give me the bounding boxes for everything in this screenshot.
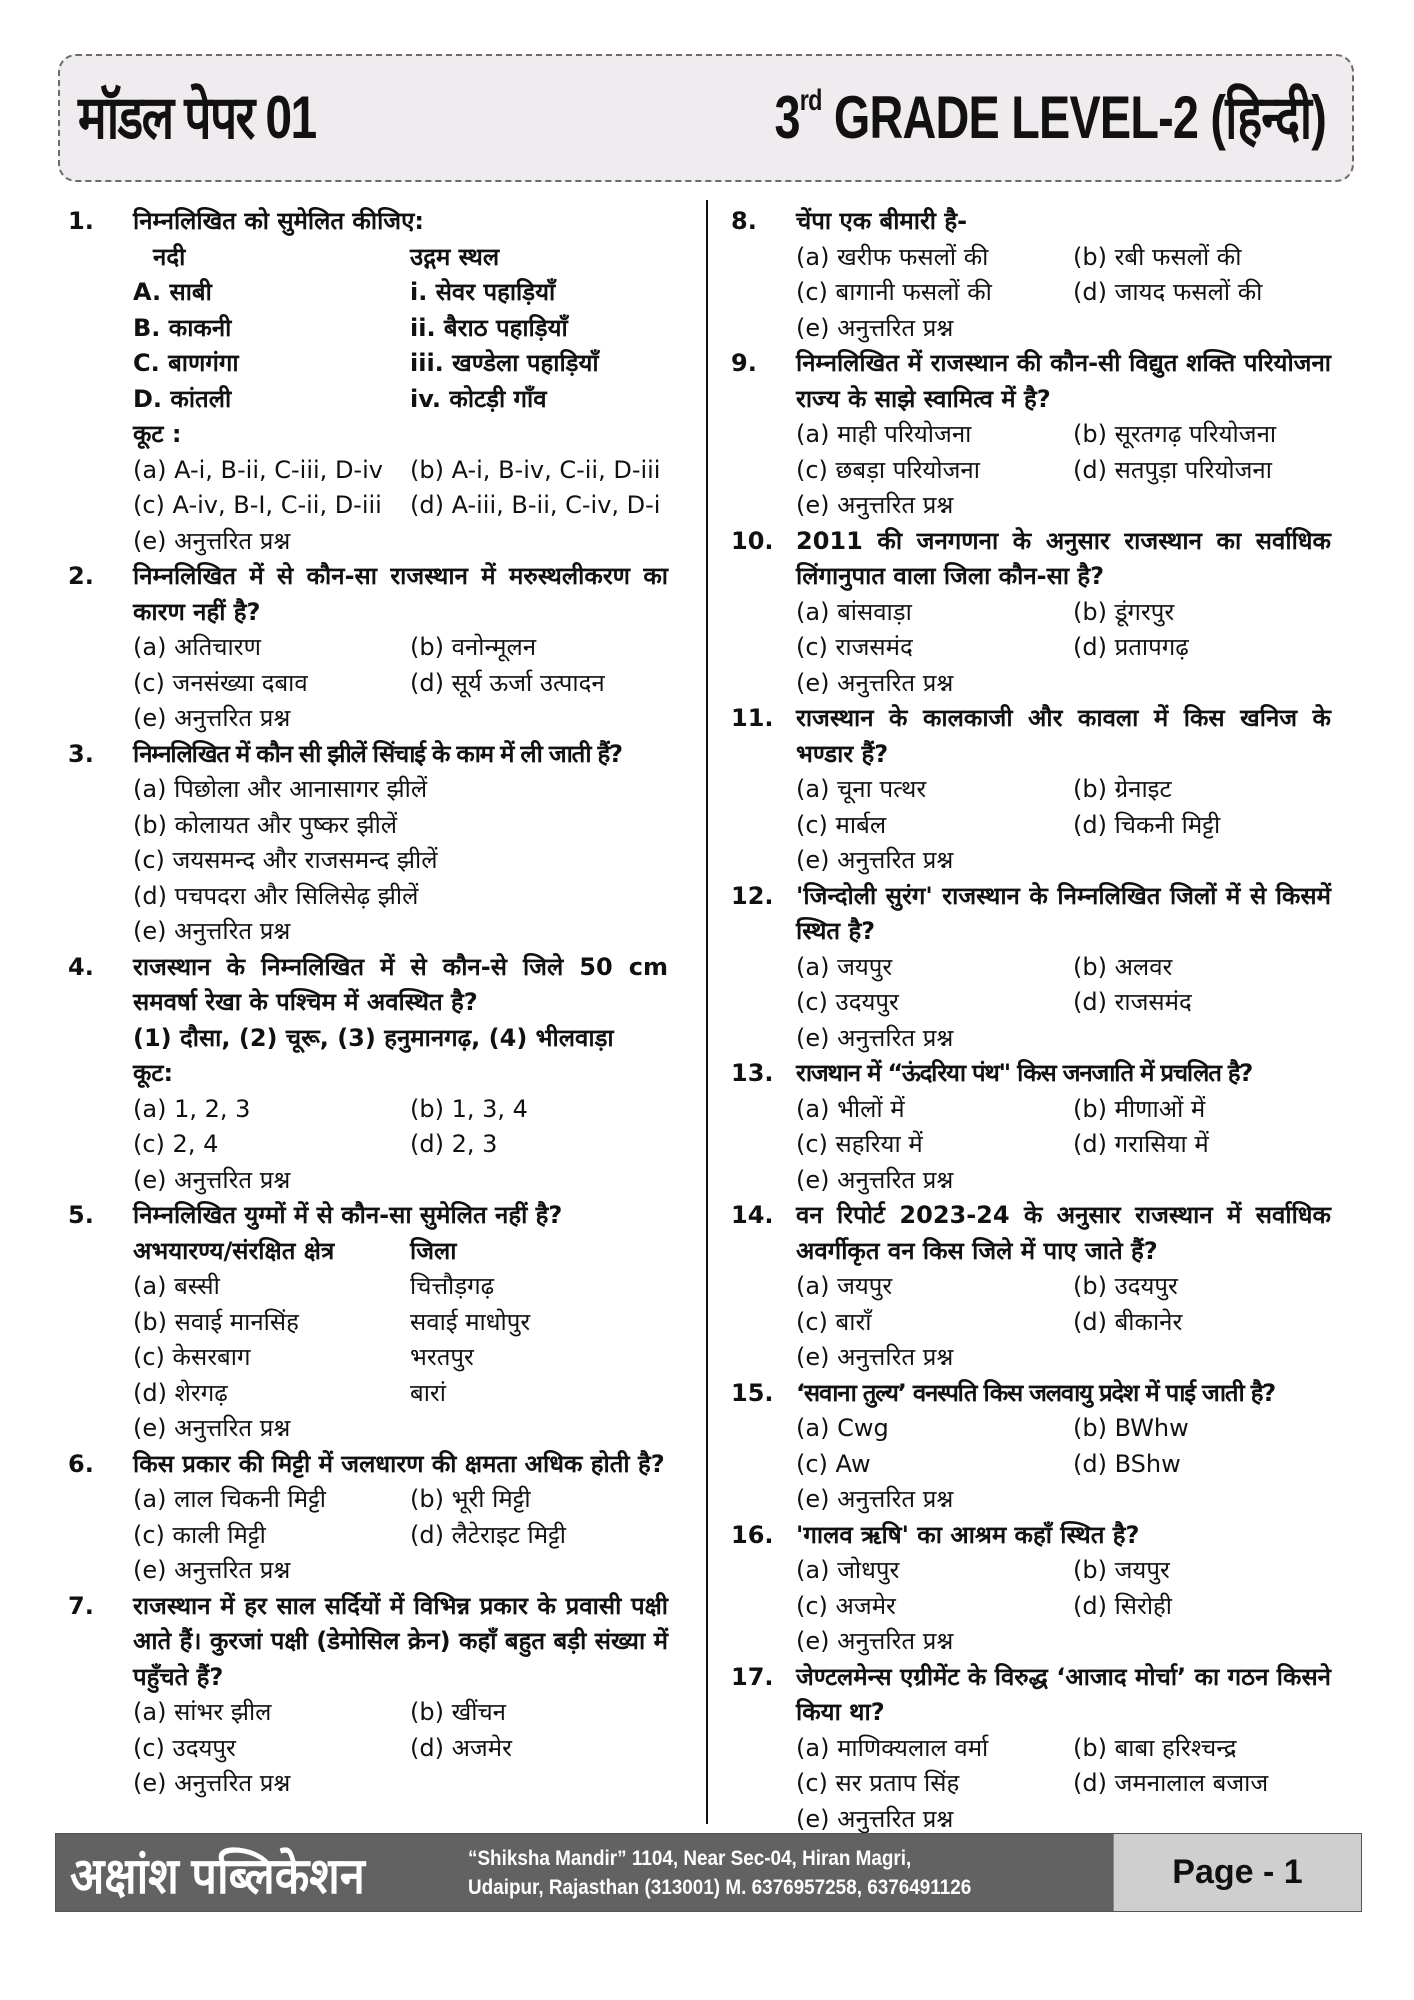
column-header: अभयारण्य/संरक्षित क्षेत्र	[133, 1236, 335, 1265]
option-a[interactable]: (a) A-i, B-ii, C-iii, D-iv	[133, 455, 383, 484]
question-13	[731, 1056, 1331, 1198]
page-footer	[55, 1833, 1362, 1912]
option-e[interactable]: (e) अनुत्तरित प्रश्न	[796, 1165, 954, 1194]
question-12	[731, 879, 1331, 1057]
left-column	[68, 204, 668, 1802]
match-row	[68, 275, 668, 311]
question-text: निम्नलिखित में से कौन-सा राजस्थान में मरुस्थलीकरण का कारण नहीं है?	[133, 562, 668, 626]
option-c[interactable]: (c) सहरिया में	[796, 1130, 923, 1158]
address-line-1: “Shiksha Mandir” 1104, Near Sec-04, Hiran Magri,	[468, 1847, 912, 1870]
option-e[interactable]: (e) अनुत्तरित प्रश्न	[796, 491, 954, 519]
question-number: 12.	[731, 881, 774, 910]
option-c[interactable]: (c) बाराँ	[796, 1307, 872, 1336]
question-number: 5.	[68, 1201, 94, 1229]
question-number: 3.	[68, 739, 94, 768]
page-number: Page - 1	[1113, 1834, 1361, 1911]
question-number: 16.	[731, 1520, 774, 1549]
match-right: iv. कोटड़ी गाँव	[410, 384, 547, 413]
option-d[interactable]: (d) लैटेराइट मिट्टी	[410, 1520, 567, 1549]
option-b[interactable]: (b) उदयपुर	[1073, 1272, 1178, 1300]
option-c[interactable]: (c) जयसमन्द और राजसमन्द झीलें	[133, 846, 438, 874]
question-text: राजथान में “ऊंदरिया पंथ" किस जनजाति में प्रचलित है?	[796, 1059, 1253, 1087]
question-text: निम्नलिखित में राजस्थान की कौन-सी विद्युत शक्ति परियोजना राज्य के साझे स्वामित्व में है?	[796, 349, 1331, 413]
option-b[interactable]: (b) 1, 3, 4	[410, 1094, 528, 1123]
question-text: 'जिन्दोली सुरंग' राजस्थान के निम्नलिखित जिलों में से किसमें स्थित है?	[796, 881, 1331, 945]
question-16	[731, 1518, 1331, 1660]
question-2	[68, 559, 668, 737]
pair-left: (d) शेरगढ़	[133, 1378, 228, 1407]
pair-right: बारां	[410, 1378, 446, 1407]
question-8	[731, 204, 1331, 346]
question-number: 10.	[731, 526, 774, 555]
option-a[interactable]: (a) माही परियोजना	[796, 420, 972, 448]
question-text: 'गालव ऋषि' का आश्रम कहाँ स्थित है?	[796, 1520, 1140, 1549]
option-a[interactable]: (a) जयपुर	[796, 952, 893, 981]
option-d[interactable]: (d) जमनालाल बजाज	[1073, 1769, 1269, 1797]
option-d[interactable]	[68, 1376, 668, 1412]
option-a[interactable]: (a) माणिक्यलाल वर्मा	[796, 1733, 989, 1762]
column-header: जिला	[410, 1236, 457, 1265]
match-left: D. कांतली	[133, 384, 232, 413]
option-a[interactable]: (a) पिछोला और आनासागर झीलें	[133, 775, 428, 803]
option-d[interactable]: (d) BShw	[1073, 1449, 1181, 1478]
grade-level-label: GRADE LEVEL-2 (हिन्दी)	[821, 84, 1326, 151]
option-c[interactable]: (c) उदयपुर	[133, 1733, 236, 1762]
option-e[interactable]: (e) अनुत्तरित प्रश्न	[133, 1769, 291, 1797]
option-a[interactable]: (a) बांसवाड़ा	[796, 597, 912, 626]
match-right: iii. खण्डेला पहाड़ियाँ	[410, 349, 599, 377]
match-row	[68, 346, 668, 382]
option-a[interactable]: (a) Cwg	[796, 1414, 889, 1442]
question-text: राजस्थान के निम्नलिखित में से कौन-से जिले 50 cm समवर्षा रेखा के पश्चिम में अवस्थित है?	[133, 952, 668, 1016]
publisher-logo: अक्षांश पब्लिकेशन	[70, 1848, 365, 1904]
option-d[interactable]: (d) चिकनी मिट्टी	[1073, 810, 1221, 839]
option-c[interactable]: (c) A-iv, B-I, C-ii, D-iii	[133, 491, 382, 519]
option-b[interactable]: (b) सूरतगढ़ परियोजना	[1073, 420, 1277, 448]
question-number: 14.	[731, 1201, 774, 1229]
pair-left: (b) सवाई मानसिंह	[133, 1307, 299, 1336]
grade-title	[774, 74, 1326, 156]
question-number: 7.	[68, 1591, 94, 1620]
option-d[interactable]: (d) राजसमंद	[1073, 988, 1192, 1016]
pair-left: (c) केसरबाग	[133, 1343, 251, 1371]
match-row	[68, 382, 668, 418]
question-14	[731, 1198, 1331, 1376]
question-number: 4.	[68, 952, 94, 981]
option-b[interactable]: (b) A-i, B-iv, C-ii, D-iii	[410, 455, 661, 484]
option-a[interactable]: (a) जोधपुर	[796, 1556, 900, 1584]
option-c[interactable]: (c) जनसंख्या दबाव	[133, 668, 308, 697]
pair-right: सवाई माधोपुर	[410, 1307, 531, 1336]
question-10	[731, 524, 1331, 702]
column-divider	[706, 200, 708, 1824]
option-e[interactable]: (e) अनुत्तरित प्रश्न	[133, 1165, 291, 1194]
right-column	[731, 204, 1331, 1837]
question-1	[68, 204, 668, 559]
option-a[interactable]: (a) भीलों में	[796, 1094, 905, 1123]
option-d[interactable]: (d) बीकानेर	[1073, 1307, 1183, 1336]
question-text: 2011 की जनगणना के अनुसार राजस्थान का सर्वाधिक लिंगानुपात वाला जिला कौन-सा है?	[796, 526, 1331, 590]
question-text: निम्नलिखित को सुमेलित कीजिए:	[133, 207, 424, 235]
option-c[interactable]: (c) छबड़ा परियोजना	[796, 455, 980, 484]
option-b[interactable]: (b) कोलायत और पुष्कर झीलें	[133, 810, 398, 839]
option-e[interactable]: (e) अनुत्तरित प्रश्न	[796, 313, 954, 342]
option-e[interactable]: (e) अनुत्तरित प्रश्न	[796, 1485, 954, 1513]
option-c[interactable]: (c) उदयपुर	[796, 988, 899, 1016]
option-d[interactable]: (d) पचपदरा और सिलिसेढ़ झीलें	[133, 881, 419, 910]
option-d[interactable]: (d) 2, 3	[410, 1130, 498, 1158]
question-text: चेंपा एक बीमारी है-	[796, 207, 968, 235]
question-4	[68, 950, 668, 1199]
option-a[interactable]: (a) अतिचारण	[133, 633, 261, 661]
option-a[interactable]: (a) 1, 2, 3	[133, 1094, 251, 1123]
option-e[interactable]: (e) अनुत्तरित प्रश्न	[796, 1023, 954, 1052]
option-d[interactable]: (d) जायद फसलों की	[1073, 278, 1263, 306]
option-e[interactable]: (e) अनुत्तरित प्रश्न	[796, 668, 954, 697]
grade-suffix: rd	[799, 84, 822, 117]
option-c[interactable]: (c) सर प्रताप सिंह	[796, 1769, 960, 1797]
option-c[interactable]: (c) राजसमंद	[796, 633, 913, 661]
question-number: 17.	[731, 1662, 774, 1691]
option-b[interactable]: (b) ग्रेनाइट	[1073, 775, 1172, 803]
option-e[interactable]: (e) अनुत्तरित प्रश्न	[133, 1414, 291, 1442]
question-number: 8.	[731, 207, 757, 235]
publisher-address	[468, 1844, 971, 1902]
question-7	[68, 1589, 668, 1802]
option-d[interactable]: (d) सूर्य ऊर्जा उत्पादन	[410, 668, 605, 697]
option-e[interactable]: (e) अनुत्तरित प्रश्न	[133, 917, 291, 945]
option-e[interactable]: (e) अनुत्तरित प्रश्न	[133, 1556, 291, 1584]
match-right: i. सेवर पहाड़ियाँ	[410, 278, 556, 306]
question-text: निम्नलिखित में कौन सी झीलें सिंचाई के काम में ली जाती हैं?	[133, 739, 622, 768]
match-right: ii. बैराठ पहाड़ियाँ	[410, 313, 568, 342]
question-15	[731, 1376, 1331, 1518]
question-text: जेण्टलमेन्स एग्रीमेंट के विरुद्ध ‘आजाद मोर्चा’ का गठन किसने किया था?	[796, 1662, 1331, 1726]
option-b[interactable]	[68, 1305, 668, 1341]
option-d[interactable]: (d) A-iii, B-ii, C-iv, D-i	[410, 491, 661, 519]
question-number: 2.	[68, 562, 94, 590]
question-text: किस प्रकार की मिट्टी में जलधारण की क्षमता अधिक होती है?	[133, 1449, 665, 1478]
column-header: नदी	[153, 242, 186, 271]
option-c[interactable]: (c) अजमेर	[796, 1591, 896, 1620]
option-b[interactable]: (b) डूंगरपुर	[1073, 597, 1175, 626]
match-left: C. बाणगंगा	[133, 349, 239, 377]
option-e[interactable]: (e) अनुत्तरित प्रश्न	[796, 1804, 954, 1833]
question-text: निम्नलिखित युग्मों में से कौन-सा सुमेलित नहीं है?	[133, 1201, 563, 1229]
option-b[interactable]: (b) अलवर	[1073, 952, 1173, 981]
question-text: राजस्थान में हर साल सर्दियों में विभिन्न प्रकार के प्रवासी पक्षी आते हैं। कुरजां पक्षी (डेमोसिल क्रेन) कहाँ बहुत बड़ी संख्या में पहुँचते हैं?	[133, 1591, 668, 1691]
question-number: 15.	[731, 1378, 774, 1407]
question-number: 1.	[68, 207, 94, 235]
question-number: 9.	[731, 349, 757, 377]
match-left: B. काकनी	[133, 313, 232, 342]
question-text: ‘सवाना तुल्य’ वनस्पति किस जलवायु प्रदेश में पाई जाती है?	[796, 1378, 1275, 1407]
pair-right: भरतपुर	[410, 1343, 474, 1371]
option-d[interactable]: (d) सिरोही	[1073, 1591, 1173, 1620]
option-d[interactable]: (d) अजमेर	[410, 1733, 512, 1762]
option-c[interactable]: (c) 2, 4	[133, 1130, 219, 1158]
option-a[interactable]: (a) खरीफ फसलों की	[796, 242, 989, 271]
option-b[interactable]: (b) भूरी मिट्टी	[410, 1485, 531, 1513]
option-e[interactable]: (e) अनुत्तरित प्रश्न	[796, 1627, 954, 1655]
paper-title: मॉडल पेपर 01	[78, 84, 316, 151]
option-e[interactable]: (e) अनुत्तरित प्रश्न	[796, 1343, 954, 1371]
question-number: 13.	[731, 1059, 774, 1087]
option-e[interactable]: (e) अनुत्तरित प्रश्न	[796, 846, 954, 874]
question-number: 6.	[68, 1449, 94, 1478]
district-list: (1) दौसा, (2) चूरू, (3) हनुमानगढ़, (4) भीलवाड़ा	[133, 1023, 614, 1052]
option-c[interactable]: (c) Aw	[796, 1449, 871, 1478]
question-5	[68, 1198, 668, 1447]
option-c[interactable]	[68, 1340, 668, 1376]
option-a[interactable]: (a) जयपुर	[796, 1272, 893, 1300]
pair-right: चित्तौड़गढ़	[410, 1272, 495, 1300]
option-b[interactable]: (b) वनोन्मूलन	[410, 633, 537, 661]
option-a[interactable]	[68, 1269, 668, 1305]
option-c[interactable]: (c) काली मिट्टी	[133, 1520, 266, 1549]
option-e[interactable]: (e) अनुत्तरित प्रश्न	[133, 526, 291, 555]
option-d[interactable]: (d) सतपुड़ा परियोजना	[1073, 455, 1272, 484]
option-b[interactable]: (b) मीणाओं में	[1073, 1094, 1206, 1123]
match-header-row	[68, 240, 668, 276]
option-d[interactable]: (d) गरासिया में	[1073, 1130, 1209, 1158]
option-b[interactable]: (b) जयपुर	[1073, 1556, 1170, 1584]
option-a[interactable]: (a) चूना पत्थर	[796, 775, 927, 803]
option-d[interactable]: (d) प्रतापगढ़	[1073, 633, 1189, 661]
option-c[interactable]: (c) मार्बल	[796, 810, 887, 839]
match-header-row	[68, 1234, 668, 1270]
question-11	[731, 701, 1331, 879]
question-text: वन रिपोर्ट 2023-24 के अनुसार राजस्थान में सर्वाधिक अवर्गीकृत वन किस जिले में पाए जाते हैं?	[796, 1201, 1331, 1265]
question-text: राजस्थान के कालकाजी और कावला में किस खनिज के भण्डार हैं?	[796, 704, 1331, 768]
option-b[interactable]: (b) BWhw	[1073, 1414, 1189, 1442]
option-b[interactable]: (b) बाबा हरिश्चन्द्र	[1073, 1733, 1237, 1762]
option-c[interactable]: (c) बागानी फसलों की	[796, 278, 992, 306]
question-9	[731, 346, 1331, 524]
question-number: 11.	[731, 704, 774, 732]
option-a[interactable]: (a) लाल चिकनी मिट्टी	[133, 1485, 327, 1513]
question-6	[68, 1447, 668, 1589]
grade-number: 3	[774, 84, 800, 151]
option-b[interactable]: (b) खींचन	[410, 1698, 506, 1726]
option-a[interactable]: (a) सांभर झील	[133, 1698, 272, 1726]
question-17	[731, 1660, 1331, 1838]
match-left: A. साबी	[133, 278, 212, 306]
pair-left: (a) बस्सी	[133, 1272, 220, 1300]
option-e[interactable]: (e) अनुत्तरित प्रश्न	[133, 704, 291, 732]
koot-label: कूट:	[133, 1059, 174, 1087]
page-header	[58, 54, 1354, 182]
match-row	[68, 311, 668, 347]
koot-label: कूट :	[133, 420, 182, 448]
column-header: उद्गम स्थल	[410, 242, 500, 271]
address-line-2: Udaipur, Rajasthan (313001) M. 6376957258, 6376491126	[468, 1876, 972, 1899]
option-b[interactable]: (b) रबी फसलों की	[1073, 242, 1242, 271]
question-3	[68, 737, 668, 950]
